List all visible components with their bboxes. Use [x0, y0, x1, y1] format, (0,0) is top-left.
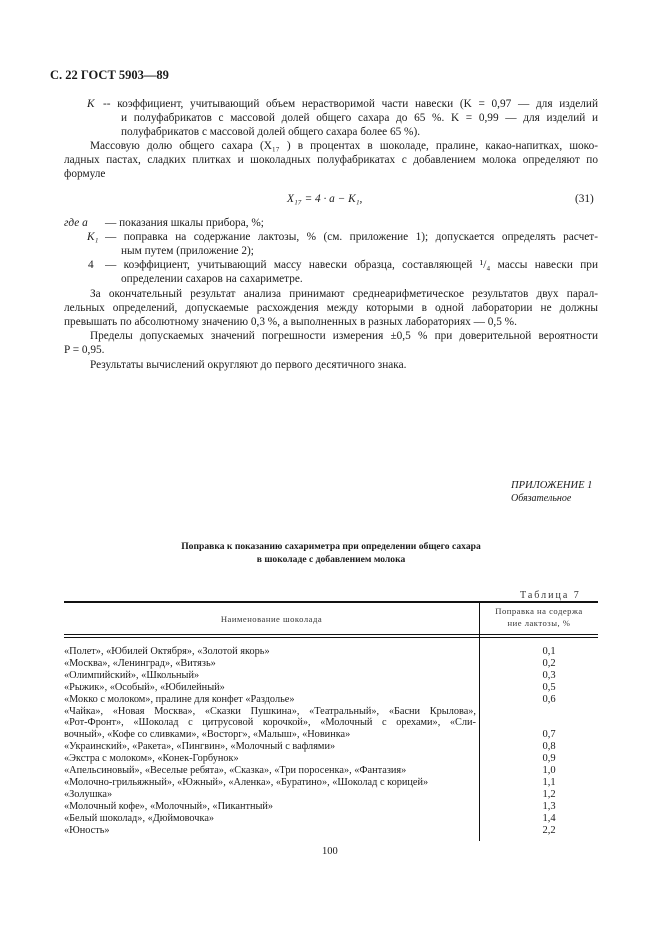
appendix-title: ПРИЛОЖЕНИЕ 1	[511, 480, 593, 491]
table-title: в шоколаде с добавлением молока	[256, 554, 406, 565]
where-a-label: где a	[64, 217, 88, 229]
where-four-text: — коэффициент, учитывающий массу навески образца, составляющей ¹/₄ массы навески при	[105, 259, 598, 271]
paragraph-line: превышать по абсолютному значению 0,3 %, а выполненных в разных лабораториях — 0,5 %.	[64, 316, 517, 328]
k-definition-line: полуфабрикатов с массовой долей общего сахара более 65 %).	[121, 126, 421, 138]
k-definition-line: -- коэффициент, учитывающий объем нерастворимой части навески (K = 0,97 — для изделий	[103, 98, 598, 110]
table-row-value: 0,3	[542, 669, 556, 681]
formula-number: (31)	[575, 193, 594, 205]
table-row-name: «Полет», «Юбилей Октября», «Золотой якорь»	[64, 646, 270, 657]
page-header: С. 22 ГОСТ 5903—89	[50, 68, 169, 82]
paragraph-line: ладных пастах, сладких плитках и шоколадных полуфабрикатах с добавлением молока определяют по	[64, 154, 598, 166]
table-row-name: «Чайка», «Новая Москва», «Сказки Пушкина», «Театральный», «Басни Крылова»,	[64, 705, 476, 717]
table-row-name: «Рот-Фронт», «Шоколад с цитрусовой корочкой», «Молочный с орехами», «Сли-	[64, 717, 476, 729]
table-row-name: «Молочно-грильяжный», «Южный», «Аленка», «Буратино», «Шоколад с корицей»	[64, 776, 429, 788]
paragraph-line: Результаты вычислений округляют до первого десятичного знака.	[90, 359, 407, 371]
table-row-name: «Золушка»	[64, 788, 113, 800]
table-row-value: 0,7	[542, 729, 556, 741]
table-row-name: «Молочный кофе», «Молочный», «Пикантный»	[64, 800, 274, 812]
page-number: 100	[322, 846, 338, 857]
table-row-value: 0,2	[542, 657, 556, 669]
table-row-value: 1,0	[542, 765, 556, 776]
table-column-divider	[479, 601, 480, 841]
table-row-name: «Белый шоколад», «Дюймовочка»	[64, 812, 215, 824]
table-row-value: 1,2	[542, 788, 556, 800]
paragraph-line: Пределы допускаемых значений погрешности измерения ±0,5 % при доверительной вероятности	[90, 330, 598, 342]
paragraph-line: формуле	[64, 168, 106, 180]
paragraph-line: За окончательный результат анализа принимают среднеарифметическое результатов двух парал-	[90, 288, 598, 300]
table-label: Таблица 7	[520, 590, 581, 601]
table-row-name: «Рыжик», «Особый», «Юбилейный»	[64, 681, 225, 693]
table-row-value: 0,8	[542, 741, 556, 753]
where-four-text: определении сахаров на сахариметре.	[121, 273, 303, 285]
table-header-value: Поправка на содержа	[495, 606, 583, 616]
where-k1-text: — поправка на содержание лактозы, % (см. приложение 1); допускается определять расчет-	[105, 231, 598, 243]
where-k1-text: ным путем (приложение 2);	[121, 245, 254, 257]
table-row-value: 1,3	[542, 800, 556, 812]
formula: X₁₇ = 4 · a − K₁,	[287, 193, 363, 205]
table-header-rule	[64, 634, 598, 635]
paragraph-line: лельных определений, допускаемые расхождения между которыми в одной лаборатории не должны	[64, 302, 598, 314]
where-a-text: — показания шкалы прибора, %;	[105, 217, 264, 229]
table-header-rule	[64, 637, 598, 638]
table-row-value: 0,9	[542, 753, 556, 765]
where-four-label: 4	[88, 259, 94, 271]
table-row-value: 1,4	[542, 812, 556, 824]
k-definition-line: и полуфабрикатов с массовой долей общего сахара до 65 %. K = 0,99 — для изделий и	[121, 112, 598, 124]
table-row-value: 2,2	[542, 824, 556, 836]
table-header-value: ние лактозы, %	[507, 618, 571, 628]
where-k1-label: K₁	[87, 231, 99, 243]
table-header-name: Наименование шоколада	[220, 614, 323, 624]
k-symbol: K	[87, 98, 95, 110]
table-row-value: 1,1	[542, 776, 556, 788]
paragraph-line: Массовую долю общего сахара (X₁₇ ) в процентах в шоколаде, пралине, какао-напитках, шоко-	[90, 140, 598, 152]
table-row-name: «Экстра с молоком», «Конек-Горбунок»	[64, 753, 239, 765]
table-row-value: 0,5	[542, 681, 556, 693]
table-row-value: 0,1	[542, 646, 556, 657]
table-row-name: «Мокко с молоком», пралине для конфет «Раздолье»	[64, 693, 295, 705]
table-row-name: «Олимпийский», «Школьный»	[64, 669, 200, 681]
paragraph-line: P = 0,95.	[64, 344, 105, 356]
table-top-rule	[64, 601, 598, 603]
table-row-name: вочный», «Кофе со сливками», «Восторг», «Малыш», «Новинка»	[64, 729, 351, 741]
table-title: Поправка к показанию сахариметра при определении общего сахара	[181, 541, 481, 552]
table-row-value: 0,6	[542, 693, 556, 705]
table-row-name: «Апельсиновый», «Веселые ребята», «Сказка», «Три поросенка», «Фантазия»	[64, 765, 407, 776]
table-row-name: «Москва», «Ленинград», «Витязь»	[64, 657, 216, 669]
appendix-subtitle: Обязательное	[511, 493, 572, 504]
table-row-name: «Украинский», «Ракета», «Пингвин», «Молочный с вафлями»	[64, 741, 336, 753]
table-row-name: «Юность»	[64, 824, 110, 836]
